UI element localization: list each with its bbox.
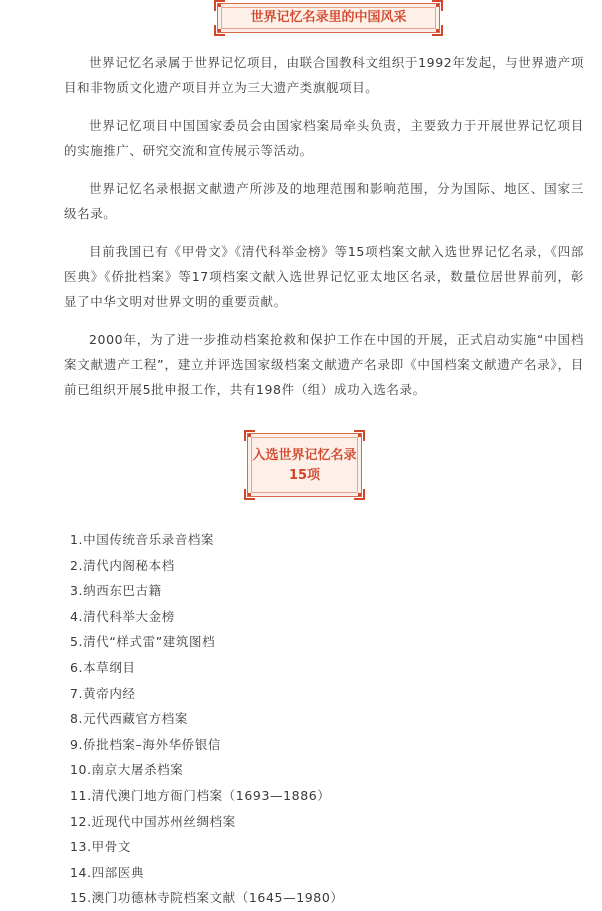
section-title: 世界记忆名录里的中国风采	[250, 10, 407, 25]
paragraph-intro: 世界记忆名录属于世界记忆项目，由联合国教科文组织于1992年发起，与世界遗产项目和非物质文化遗产项目并立为三大遗产类旗舰项目。	[64, 55, 584, 95]
badge-count: 15项	[288, 468, 321, 483]
corner-ornament	[214, 0, 225, 11]
list-item: 14.四部医典	[70, 864, 145, 880]
list-item: 7.黄帝内经	[70, 685, 136, 701]
list-item: 4.清代科举大金榜	[70, 608, 175, 624]
corner-ornament	[244, 430, 255, 441]
list-item: 11.清代澳门地方衙门档案（1693—1886）	[70, 787, 331, 803]
list-item: 2.清代内阁秘本档	[70, 557, 175, 573]
corner-ornament	[354, 430, 365, 441]
paragraph-china-entries: 目前我国已有《甲骨文》《清代科举金榜》等15项档案文献入选世界记忆名录，《四部医典》《侨批档案》等17项档案文献入选世界记忆亚太地区名录，数量位居世界前列，彰显了中华文明对世界文明的重要贡献。	[64, 244, 584, 309]
list-item: 3.纳西东巴古籍	[70, 583, 162, 599]
list-item: 8.元代西藏官方档案	[70, 711, 188, 727]
list-item: 13.甲骨文	[70, 839, 131, 855]
section-title-box	[217, 3, 440, 33]
corner-ornament	[432, 25, 443, 36]
corner-ornament	[214, 25, 225, 36]
selected-items-list	[70, 527, 344, 911]
corner-ornament	[432, 0, 443, 11]
list-item: 12.近现代中国苏州丝绸档案	[70, 813, 236, 829]
paragraph-levels: 世界记忆名录根据文献遗产所涉及的地理范围和影响范围，分为国际、地区、国家三级名录。	[64, 181, 584, 221]
list-item: 5.清代“样式雷”建筑图档	[70, 634, 216, 650]
article-body	[64, 50, 584, 415]
list-item: 15.澳门功德林寺院档案文献（1645—1980）	[70, 890, 344, 906]
list-item: 6.本草纲目	[70, 659, 136, 675]
corner-ornament	[354, 489, 365, 500]
paragraph-committee: 世界记忆项目中国国家委员会由国家档案局牵头负责，主要致力于开展世界记忆项目的实施推广、研究交流和宣传展示等活动。	[64, 118, 584, 158]
list-item: 10.南京大屠杀档案	[70, 762, 184, 778]
selected-count-badge	[247, 433, 362, 497]
list-item: 1.中国传统音乐录音档案	[70, 532, 215, 547]
corner-ornament	[244, 489, 255, 500]
list-item: 9.侨批档案–海外华侨银信	[70, 736, 221, 752]
paragraph-national-project: 2000年，为了进一步推动档案抢救和保护工作在中国的开展，正式启动实施“中国档案文献遗产工程”，建立并评选国家级档案文献遗产名录即《中国档案文献遗产名录》，目前已组织开展5批申报工作，共有198件（组）成功入选名录。	[64, 332, 584, 397]
badge-label: 入选世界记忆名录	[252, 448, 357, 463]
